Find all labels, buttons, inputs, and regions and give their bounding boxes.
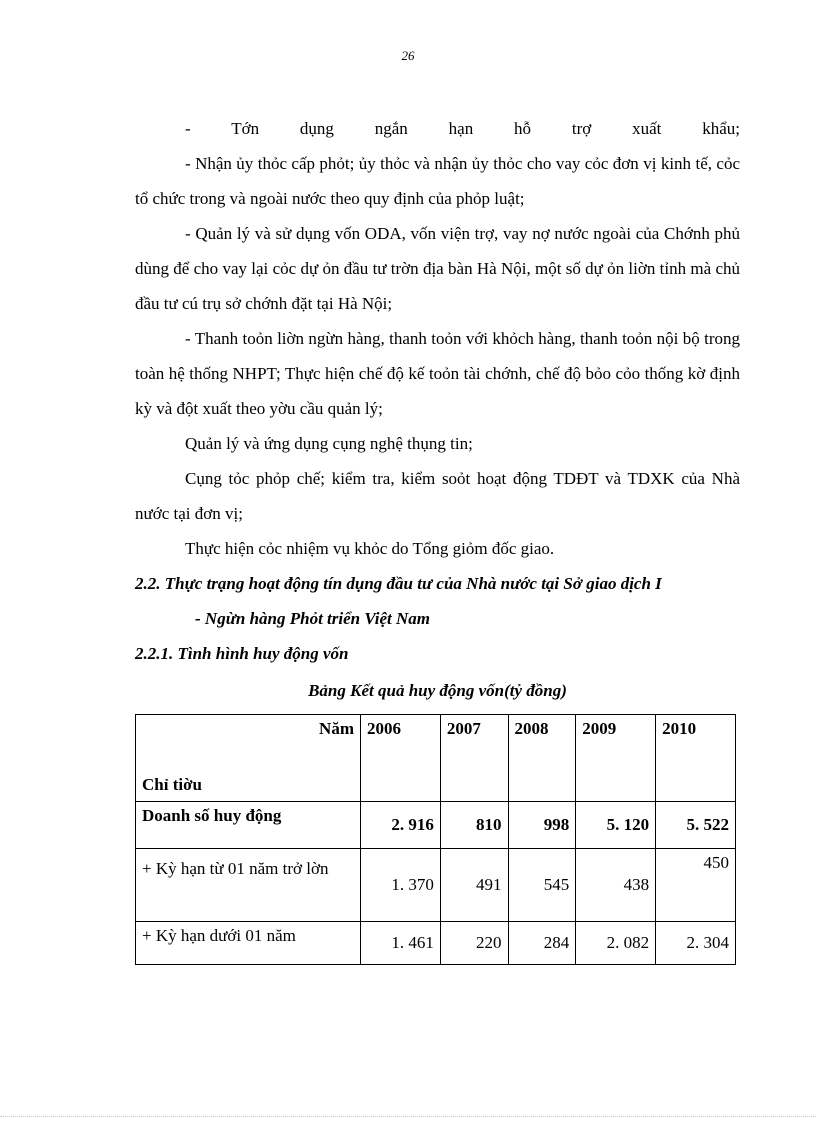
table-cell: 491 [440, 849, 508, 922]
capital-mobilization-table [135, 714, 736, 965]
table-cell: 220 [440, 922, 508, 965]
table-cell: 1. 370 [361, 849, 441, 922]
table-row [136, 802, 736, 849]
table-cell: 2. 304 [656, 922, 736, 965]
year-column-header: 2007 [440, 715, 508, 802]
page-content [135, 111, 740, 965]
page-number: 26 [401, 48, 415, 63]
paragraph-entrusted-lending: - Nhận ủy thỏc cấp phỏt; ủy thỏc và nhận ủy thỏc cho vay cỏc đơn vị kinh tế, cỏc tổ chức trong và ngoài nước theo quy định của phỏp luật; [135, 154, 740, 208]
row-label: + Kỳ hạn từ 01 năm trở lờn [136, 849, 361, 922]
row-label: Doanh số huy động [136, 802, 361, 849]
table-row [136, 922, 736, 965]
table-cell: 5. 522 [656, 802, 736, 849]
paragraph-other-tasks: Thực hiện cỏc nhiệm vụ khỏc do Tổng giỏm đốc giao. [185, 539, 555, 558]
year-column-header: 2010 [656, 715, 736, 802]
table-caption: Bảng Kết quả huy động vốn(tỷ đồng) [308, 681, 567, 700]
table-cell: 2. 082 [576, 922, 656, 965]
table-cell: 2. 916 [361, 802, 441, 849]
year-header-label: Năm [319, 719, 354, 738]
table-corner-header [136, 715, 361, 802]
section-heading-2-2-line1: 2.2. Thực trạng hoạt động tín dụng đầu tư của Nhà nước tại Sở giao dịch I [135, 574, 662, 593]
section-heading-2-2-1: 2.2.1. Tình hình huy động vốn [135, 644, 349, 663]
year-column-header: 2006 [361, 715, 441, 802]
paragraph-oda-management: - Quản lý và sử dụng vốn ODA, vốn viện trợ, vay nợ nước ngoài của Chớnh phủ dùng để cho vay lại cỏc dự ỏn đầu tư trờn địa bàn Hà Nội, một số dự ỏn liờn tỉnh mà chủ đầu tư cú trụ sở chớnh đặt tại Hà Nội; [135, 224, 740, 313]
table-cell: 438 [576, 849, 656, 922]
table-row [136, 849, 736, 922]
paragraph-it-management: Quản lý và ứng dụng cụng nghệ thụng tin; [185, 434, 473, 453]
table-cell: 5. 120 [576, 802, 656, 849]
paragraph-export-credit: - Tớn dụng ngắn hạn hỗ trợ xuất khẩu; [185, 119, 740, 138]
paragraph-legal-inspection: Cụng tỏc phỏp chế; kiểm tra, kiểm soỏt hoạt động TDĐT và TDXK của Nhà nước tại đơn vị; [135, 469, 740, 523]
table-cell: 284 [508, 922, 576, 965]
year-column-header: 2008 [508, 715, 576, 802]
row-label: + Kỳ hạn dưới 01 năm [136, 922, 361, 965]
table-cell: 450 [656, 849, 736, 922]
table-cell: 545 [508, 849, 576, 922]
section-heading-2-2-line2: - Ngừn hàng Phỏt triển Việt Nam [195, 609, 431, 628]
section-heading-2-2 [135, 566, 740, 636]
table-cell: 1. 461 [361, 922, 441, 965]
page-bottom-divider [0, 1116, 816, 1117]
table-cell: 810 [440, 802, 508, 849]
indicator-header-label: Chỉ tiờu [142, 775, 202, 794]
table-cell: 998 [508, 802, 576, 849]
paragraph-payment: - Thanh toỏn liờn ngừn hàng, thanh toỏn với khỏch hàng, thanh toỏn nội bộ trong toàn hệ thống NHPT; Thực hiện chế độ kế toỏn tài chớnh, chế độ bỏo cỏo thống kờ định kỳ và đột xuất theo yờu cầu quản lý; [135, 329, 740, 418]
year-column-header: 2009 [576, 715, 656, 802]
table-header-row [136, 715, 736, 802]
